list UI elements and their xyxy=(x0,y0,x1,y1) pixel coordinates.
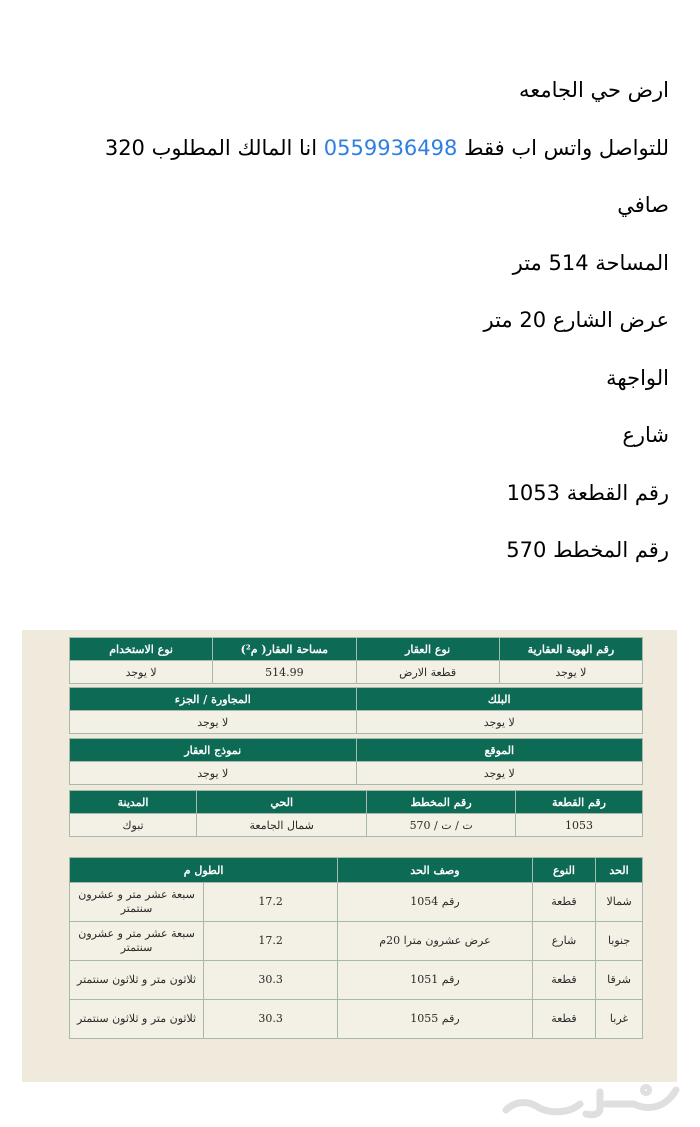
bound-type: قطعة xyxy=(532,1000,595,1039)
haraj-logo-icon xyxy=(496,1080,686,1122)
header-neighborhood-part: المجاورة / الجزء xyxy=(70,688,357,711)
header-bound-type: النوع xyxy=(532,858,595,883)
bound-length: 30.3 xyxy=(204,1000,338,1039)
value-property-id: لا يوجد xyxy=(499,661,642,684)
bound-description: رقم 1054 xyxy=(338,883,533,922)
phone-link[interactable]: 0559936498 xyxy=(323,135,458,160)
header-length: الطول م xyxy=(70,858,338,883)
bound-length: 17.2 xyxy=(204,883,338,922)
bound-side: شمالا xyxy=(596,883,643,922)
street-width-line: عرض الشارع 20 متر xyxy=(483,308,669,332)
value-plan-number: ت / ت / 570 xyxy=(367,814,516,837)
header-bound-description: وصف الحد xyxy=(338,858,533,883)
header-property-model: نموذج العقار xyxy=(70,739,357,762)
value-property-model: لا يوجد xyxy=(70,762,357,785)
bound-length-words: ثلاثون متر و ثلاثون سنتمتر xyxy=(70,1000,204,1039)
bound-description: رقم 1055 xyxy=(338,1000,533,1039)
table-row xyxy=(70,1000,643,1039)
value-usage-type: لا يوجد xyxy=(70,661,213,684)
plan-number-line: رقم المخطط 570 xyxy=(506,538,669,562)
header-property-id: رقم الهوية العقارية xyxy=(499,638,642,661)
deed-document-image[interactable] xyxy=(22,630,677,1082)
deed-table-bounds xyxy=(69,857,643,1039)
header-block: البلك xyxy=(356,688,643,711)
bound-side: غربا xyxy=(596,1000,643,1039)
value-location: لا يوجد xyxy=(356,762,643,785)
bound-type: شارع xyxy=(532,922,595,961)
value-plot-number: 1053 xyxy=(515,814,642,837)
bound-description: رقم 1051 xyxy=(338,961,533,1000)
header-property-area: مساحة العقار( م²) xyxy=(213,638,356,661)
value-block: لا يوجد xyxy=(356,711,643,734)
facade-value: شارع xyxy=(622,423,669,447)
value-property-type: قطعة الارض xyxy=(356,661,499,684)
value-district: شمال الجامعة xyxy=(197,814,367,837)
table-row xyxy=(70,883,643,922)
table-row xyxy=(70,961,643,1000)
post-body xyxy=(29,62,669,580)
deed-table-plot xyxy=(69,790,643,837)
deed-table-identity xyxy=(69,637,643,684)
header-location: الموقع xyxy=(356,739,643,762)
contact-line xyxy=(29,120,669,178)
bound-description: عرض عشرون مترا 20م xyxy=(338,922,533,961)
header-city: المدينة xyxy=(70,791,197,814)
table-row xyxy=(70,922,643,961)
bound-type: قطعة xyxy=(532,883,595,922)
header-plan-number: رقم المخطط xyxy=(367,791,516,814)
value-property-area: 514.99 xyxy=(213,661,356,684)
value-city: تبوك xyxy=(70,814,197,837)
bound-length: 17.2 xyxy=(204,922,338,961)
area-line: المساحة 514 متر xyxy=(512,250,669,275)
bound-length-words: سبعة عشر متر و عشرون سنتمتر xyxy=(70,922,204,961)
bound-side: جنوبا xyxy=(596,922,643,961)
deed-table-location xyxy=(69,738,643,785)
facade-label: الواجهة xyxy=(606,365,669,390)
header-district: الحي xyxy=(197,791,367,814)
value-neighborhood-part: لا يوجد xyxy=(70,711,357,734)
contact-prefix: للتواصل واتس اب فقط xyxy=(464,135,669,160)
header-usage-type: نوع الاستخدام xyxy=(70,638,213,661)
contact-suffix: انا المالك المطلوب 320 xyxy=(104,135,318,160)
header-property-type: نوع العقار xyxy=(356,638,499,661)
bound-side: شرقا xyxy=(596,961,643,1000)
net-label: صافي xyxy=(617,193,669,217)
bound-length-words: سبعة عشر متر و عشرون سنتمتر xyxy=(70,883,204,922)
deed-table-block xyxy=(69,687,643,734)
bound-length: 30.3 xyxy=(204,961,338,1000)
header-plot-number: رقم القطعة xyxy=(515,791,642,814)
header-side: الحد xyxy=(596,858,643,883)
post-title: ارض حي الجامعه xyxy=(518,78,669,102)
bound-type: قطعة xyxy=(532,961,595,1000)
plot-number-line: رقم القطعة 1053 xyxy=(506,480,669,505)
bound-length-words: ثلاثون متر و ثلاثون سنتمتر xyxy=(70,961,204,1000)
